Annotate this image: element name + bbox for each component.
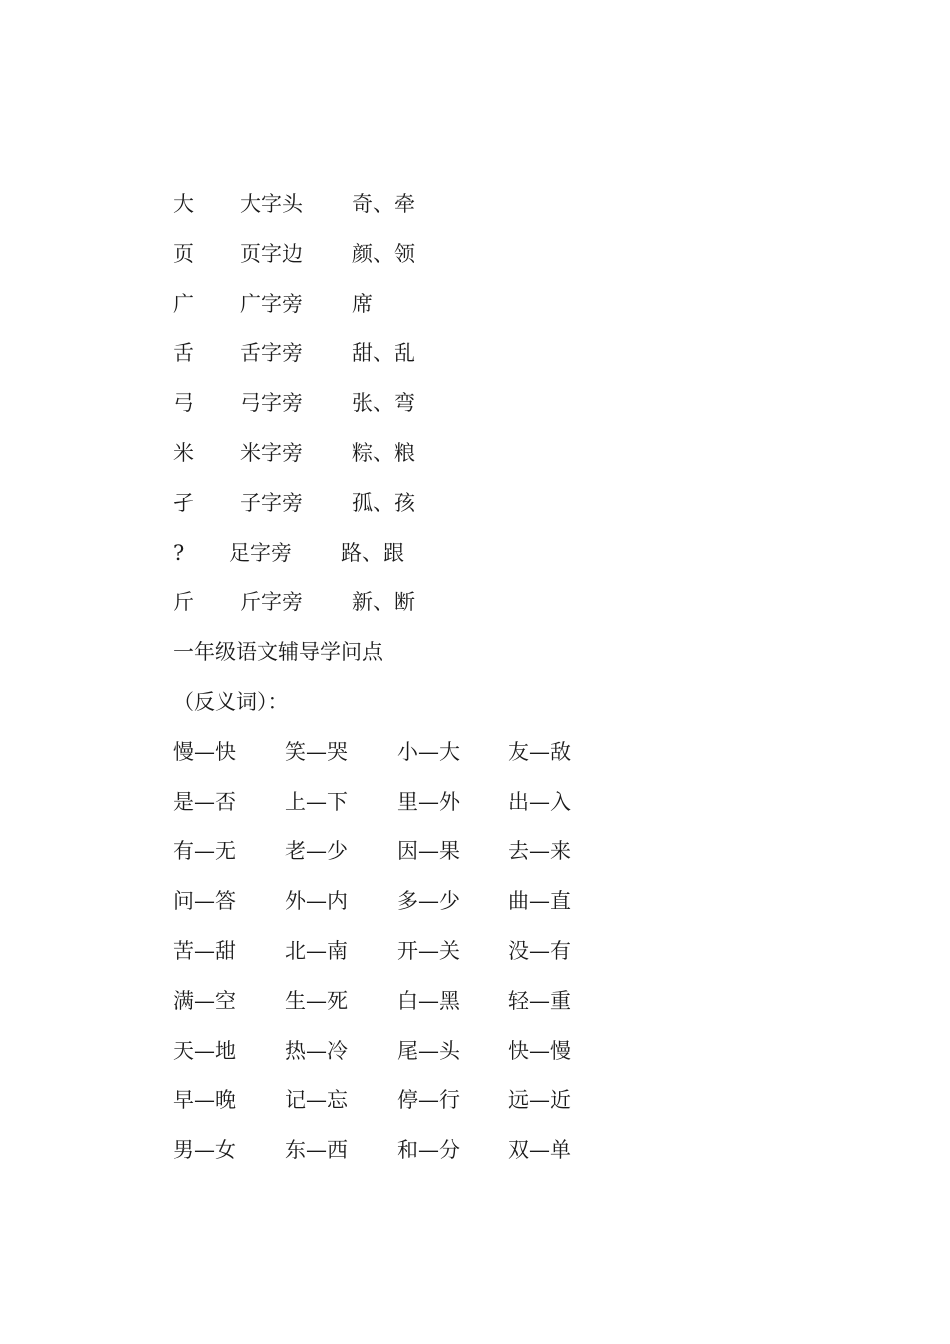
antonym-pair: 白—黑 xyxy=(397,988,460,1013)
antonym-pair: 苦—甜 xyxy=(173,938,236,963)
radical-row xyxy=(173,578,873,628)
antonym-pair: 早—晚 xyxy=(173,1088,236,1113)
antonym-pair: 满—空 xyxy=(173,988,236,1013)
antonym-pair: 是—否 xyxy=(173,789,236,814)
radical-examples: 路、跟 xyxy=(341,540,404,565)
antonym-row xyxy=(173,778,873,828)
antonym-pair: 有—无 xyxy=(173,839,236,864)
antonym-pair: 远—近 xyxy=(508,1088,571,1113)
radical-name: 米字旁 xyxy=(240,440,303,465)
radical-examples: 孤、孩 xyxy=(352,490,415,515)
radical-examples: 张、弯 xyxy=(352,391,415,416)
antonym-pair: 生—死 xyxy=(285,988,348,1013)
antonym-pair: 因—果 xyxy=(397,839,460,864)
antonym-pair: 和—分 xyxy=(397,1138,460,1163)
antonym-pair: 停—行 xyxy=(397,1088,460,1113)
antonym-row xyxy=(173,977,873,1027)
radical-row xyxy=(173,429,873,479)
radical-char: 孑 xyxy=(173,490,194,515)
antonym-pair: 双—单 xyxy=(508,1138,571,1163)
section-title-text: 一年级语文辅导学问点 xyxy=(173,640,383,665)
radical-name: 弓字旁 xyxy=(240,391,303,416)
antonym-pair: 快—慢 xyxy=(508,1038,571,1063)
antonym-pair: 笑—哭 xyxy=(285,739,348,764)
antonym-pair: 天—地 xyxy=(173,1038,236,1063)
radical-examples: 甜、乱 xyxy=(352,341,415,366)
radical-row xyxy=(173,329,873,379)
radical-row xyxy=(173,230,873,280)
radical-name: 斤字旁 xyxy=(240,590,303,615)
radical-char: 广 xyxy=(173,291,194,316)
antonym-pair: 多—少 xyxy=(397,889,460,914)
antonym-row xyxy=(173,927,873,977)
antonym-row xyxy=(173,728,873,778)
antonym-pair: 轻—重 xyxy=(508,988,571,1013)
antonym-row xyxy=(173,877,873,927)
radical-examples: 粽、粮 xyxy=(352,440,415,465)
antonym-pair: 去—来 xyxy=(508,839,571,864)
antonym-heading-text: （反义词）： xyxy=(173,689,289,714)
radical-examples: 颜、领 xyxy=(352,241,415,266)
radical-examples: 奇、牵 xyxy=(352,192,415,216)
antonym-pair: 友—敌 xyxy=(508,739,571,764)
antonym-pair: 没—有 xyxy=(508,938,571,963)
antonym-pair: 慢—快 xyxy=(173,739,236,764)
radical-name: 子字旁 xyxy=(240,490,303,515)
radical-examples: 席 xyxy=(352,291,373,316)
document-content xyxy=(173,180,873,1176)
antonym-pair: 外—内 xyxy=(285,889,348,914)
antonym-pair: 东—西 xyxy=(285,1138,348,1163)
radical-char: 页 xyxy=(173,241,194,266)
antonym-pair: 老—少 xyxy=(285,839,348,864)
antonym-pair: 小—大 xyxy=(397,739,460,764)
radical-name: 页字边 xyxy=(240,241,303,266)
radical-examples: 新、断 xyxy=(352,590,415,615)
antonym-row xyxy=(173,1126,873,1176)
antonym-pair: 男—女 xyxy=(173,1138,236,1163)
antonym-pair: 尾—头 xyxy=(397,1038,460,1063)
antonym-row xyxy=(173,827,873,877)
antonym-pair: 上—下 xyxy=(285,789,348,814)
section-title xyxy=(173,628,873,678)
antonym-pair: 出—入 xyxy=(508,789,571,814)
radical-row xyxy=(173,180,873,230)
antonym-heading xyxy=(173,678,873,728)
radical-name: 舌字旁 xyxy=(240,341,303,366)
antonym-pair: 开—关 xyxy=(397,938,460,963)
antonym-pair: 里—外 xyxy=(397,789,460,814)
radical-char: 弓 xyxy=(173,391,194,416)
radical-row xyxy=(173,280,873,330)
radical-char: 斤 xyxy=(173,590,194,615)
radical-name: 大字头 xyxy=(240,192,303,216)
antonym-row xyxy=(173,1027,873,1077)
radical-row xyxy=(173,529,873,579)
antonym-pair: 北—南 xyxy=(285,938,348,963)
radical-row xyxy=(173,479,873,529)
radical-name: 广字旁 xyxy=(240,291,303,316)
radical-char: ? xyxy=(173,540,185,565)
antonym-pair: 曲—直 xyxy=(508,889,571,914)
radical-row xyxy=(173,379,873,429)
radical-char: 舌 xyxy=(173,341,194,366)
antonym-pair: 记—忘 xyxy=(285,1088,348,1113)
radical-char: 米 xyxy=(173,440,194,465)
radical-char: 大 xyxy=(173,192,194,216)
antonym-row xyxy=(173,1076,873,1126)
antonym-pair: 问—答 xyxy=(173,889,236,914)
radical-name: 足字旁 xyxy=(229,540,292,565)
antonym-pair: 热—冷 xyxy=(285,1038,348,1063)
